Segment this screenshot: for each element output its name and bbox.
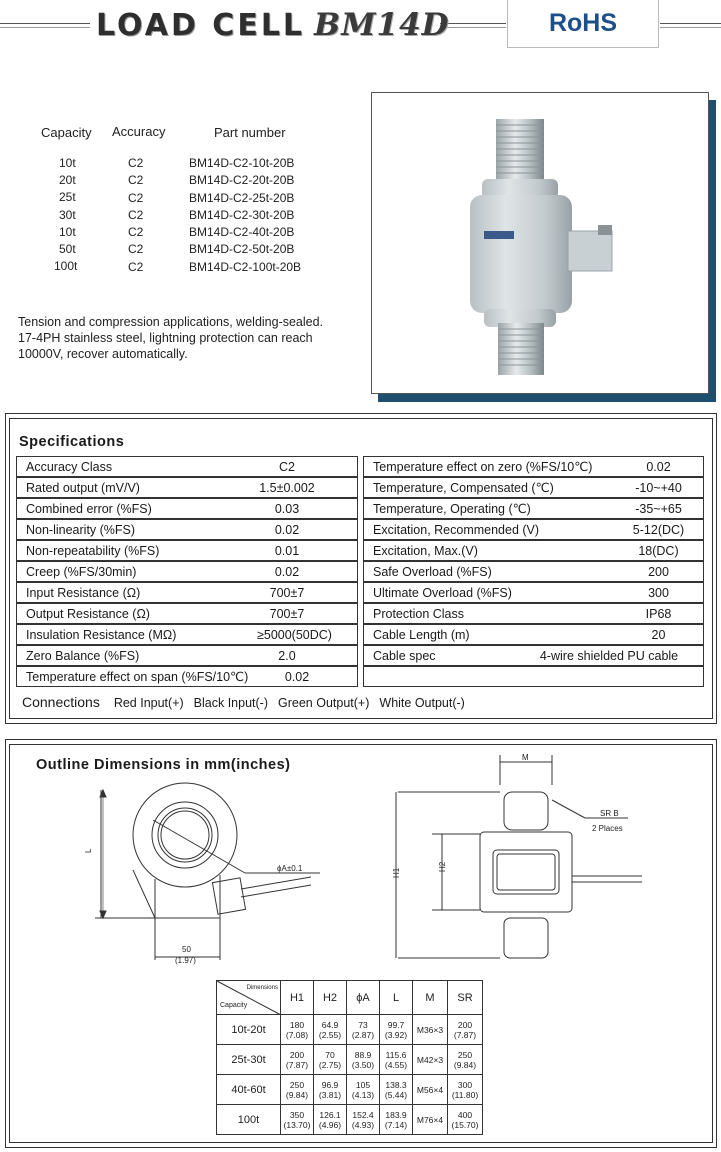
spec-row: [363, 498, 704, 519]
product-photo-frame: [371, 92, 709, 394]
part-accuracy: C2: [128, 191, 144, 205]
dim-in: (7.14): [384, 1119, 408, 1130]
spec-value: 18(DC): [638, 543, 679, 558]
part-capacity: 20t: [59, 173, 76, 187]
corner-bottom-label: Capacity: [220, 1002, 248, 1009]
dim-in: (5.44): [384, 1089, 408, 1100]
dim-L-label: L: [84, 848, 93, 853]
dimension-cell: [347, 1015, 380, 1045]
spec-row: [16, 582, 358, 603]
spec-label: Excitation, Max.(V): [373, 543, 478, 558]
dimension-cell: [281, 1105, 314, 1135]
spec-row: [363, 624, 704, 645]
dimension-cell: [380, 1045, 413, 1075]
dim-mm: 250: [289, 1079, 305, 1090]
dimension-capacity: 40t-60t: [217, 1075, 281, 1105]
connections-row: [22, 694, 475, 710]
dimension-col-header: L: [380, 981, 413, 1015]
specs-title: Specifications: [19, 434, 125, 450]
spec-label: Insulation Resistance (MΩ): [26, 627, 177, 642]
dim-mm: 180: [289, 1019, 305, 1030]
dimension-row: [217, 1045, 483, 1075]
spec-label: Temperature effect on zero (%FS/10℃): [373, 460, 593, 474]
dimension-row: [217, 1015, 483, 1045]
spec-label: Rated output (mV/V): [26, 480, 140, 495]
spec-label: Creep (%FS/30min): [26, 564, 137, 579]
spec-label: Safe Overload (%FS): [373, 564, 492, 579]
spec-row: [16, 666, 358, 687]
spec-value: ≥5000(50DC): [257, 627, 332, 642]
spec-row: [363, 519, 704, 540]
dimension-cell: [413, 1045, 448, 1075]
connection-item: Black Input(-): [193, 696, 269, 710]
dim-in: (13.70): [283, 1119, 311, 1130]
spec-row: [16, 498, 358, 519]
spec-value: C2: [279, 459, 295, 474]
spec-row-empty: [363, 666, 704, 687]
dimension-row: [217, 1105, 483, 1135]
dimension-table: [216, 980, 483, 1135]
spec-value: 5-12(DC): [632, 522, 685, 537]
dimension-cell: [281, 1045, 314, 1075]
dimension-col-header: SR: [448, 981, 483, 1015]
spec-row: [363, 561, 704, 582]
header-stripe-right-2: [660, 27, 721, 28]
dim-mm: 99.7: [387, 1019, 405, 1030]
part-number: BM14D-C2-40t-20B: [189, 225, 295, 239]
spec-row: [16, 456, 358, 477]
col-header-capacity: Capacity: [41, 125, 92, 140]
dimension-capacity: 10t-20t: [217, 1015, 281, 1045]
dim-mm: 73: [358, 1019, 368, 1030]
dim-srb-label: SR B: [600, 809, 619, 818]
spec-row: [363, 540, 704, 561]
part-capacity: 25t: [59, 190, 76, 204]
part-accuracy: C2: [128, 242, 144, 256]
part-capacity: 100t: [54, 259, 78, 273]
dim-in: (7.87): [285, 1059, 309, 1070]
part-accuracy: C2: [128, 173, 144, 187]
dim-in: (4.13): [351, 1089, 375, 1100]
dim-in: (7.87): [453, 1029, 477, 1040]
dim-in: (2.87): [351, 1029, 375, 1040]
dim-in: (4.55): [384, 1059, 408, 1070]
part-accuracy: C2: [128, 208, 144, 222]
spec-label: Non-linearity (%FS): [26, 522, 136, 537]
spec-label: Output Resistance (Ω): [26, 606, 150, 621]
rohs-badge: [507, 0, 659, 48]
dimension-cell: [448, 1015, 483, 1045]
spec-row: [363, 603, 704, 624]
dim-thread: M42×3: [416, 1054, 444, 1065]
dim-mm: 88.9: [354, 1049, 372, 1060]
dim-in: (2.55): [318, 1029, 342, 1040]
spec-label: Temperature effect on span (%FS/10℃): [26, 670, 249, 684]
dimension-cell: [347, 1105, 380, 1135]
dimension-cell: [448, 1105, 483, 1135]
dim-places-label: 2 Places: [592, 824, 623, 833]
dimension-capacity: 25t-30t: [217, 1045, 281, 1075]
dim-in: (9.84): [453, 1059, 477, 1070]
dim-mm: 350: [289, 1109, 305, 1120]
part-accuracy: C2: [128, 225, 144, 239]
part-number: BM14D-C2-50t-20B: [189, 242, 295, 256]
dim-in: (7.08): [285, 1029, 309, 1040]
outline-title: Outline Dimensions in mm(inches): [36, 757, 291, 773]
dimension-cell: [347, 1045, 380, 1075]
dim-in: (2.75): [318, 1059, 342, 1070]
part-number: BM14D-C2-25t-20B: [189, 191, 295, 205]
dimension-cell: [281, 1015, 314, 1045]
spec-value: 20: [651, 627, 666, 642]
dim-in: (4.93): [351, 1119, 375, 1130]
spec-row: [16, 519, 358, 540]
header-stripe-left-2: [0, 27, 90, 28]
dim-mm: 64.9: [321, 1019, 339, 1030]
dimension-cell: [380, 1075, 413, 1105]
spec-value: 200: [648, 564, 669, 579]
product-description: [18, 314, 363, 362]
dim-mm: 200: [289, 1049, 305, 1060]
part-capacity: 30t: [59, 208, 76, 222]
dim-M-label: M: [522, 753, 529, 762]
spec-value: 0.03: [274, 501, 300, 516]
dim-H1-label: H1: [392, 867, 401, 878]
dimension-cell: [448, 1045, 483, 1075]
dim-in: (15.70): [451, 1119, 479, 1130]
spec-row: [16, 645, 358, 666]
connection-item: White Output(-): [379, 696, 465, 710]
part-accuracy: C2: [128, 260, 144, 274]
dim-in: (11.80): [451, 1089, 479, 1100]
dimension-cell: [413, 1015, 448, 1045]
rohs-label: RoHS: [548, 8, 618, 37]
dimension-col-header: H2: [314, 981, 347, 1015]
connection-item: Red Input(+): [113, 696, 184, 710]
dim-thread: M36×3: [416, 1024, 444, 1035]
dim-in: (3.81): [318, 1089, 342, 1100]
dimension-row: [217, 1075, 483, 1105]
spec-row: [16, 624, 358, 645]
dim-mm: 138.3: [385, 1079, 407, 1090]
dimension-col-header: H1: [281, 981, 314, 1015]
spec-row: [16, 477, 358, 498]
dim-mm: 183.9: [385, 1109, 407, 1120]
dimension-cell: [413, 1075, 448, 1105]
part-capacity: 50t: [59, 242, 76, 256]
connections-label: Connections: [22, 694, 100, 710]
spec-row: [363, 456, 704, 477]
dimension-cell: [314, 1075, 347, 1105]
dimension-col-header: M: [413, 981, 448, 1015]
spec-label: Cable Length (m): [373, 627, 470, 642]
spec-value: 4-wire shielded PU cable: [539, 648, 679, 663]
dim-mm: 70: [325, 1049, 335, 1060]
header-stripe-right: [660, 23, 721, 24]
spec-label: Temperature, Operating (℃): [373, 502, 531, 516]
spec-value: 0.02: [284, 669, 310, 684]
spec-label: Combined error (%FS): [26, 501, 152, 516]
dimension-cell: [314, 1105, 347, 1135]
spec-row: [363, 477, 704, 498]
spec-value: 0.02: [274, 564, 300, 579]
dim-thread: M76×4: [416, 1114, 444, 1125]
dimension-cell: [380, 1015, 413, 1045]
header-stripe-left: [0, 23, 90, 24]
spec-value: 0.02: [274, 522, 300, 537]
spec-label: Accuracy Class: [26, 459, 113, 474]
spec-label: Non-repeatability (%FS): [26, 543, 160, 558]
load-cell-photo: [372, 93, 708, 393]
spec-row: [363, 582, 704, 603]
spec-value: 0.01: [274, 543, 300, 558]
spec-row: [16, 603, 358, 624]
dimension-cell: [281, 1075, 314, 1105]
dim-mm: 126.1: [319, 1109, 341, 1120]
spec-row: [363, 645, 704, 666]
spec-label: Cable spec: [373, 648, 436, 663]
spec-value: 300: [648, 585, 669, 600]
dim-mm: 115.6: [385, 1049, 407, 1060]
spec-value: 0.02: [646, 459, 671, 474]
dimension-header-row: [217, 981, 483, 1015]
spec-value: 1.5±0.002: [259, 480, 315, 495]
dim-50in-label: (1.97): [175, 956, 196, 965]
dim-in: (3.50): [351, 1059, 375, 1070]
spec-label: Excitation, Recommended (V): [373, 522, 540, 537]
dim-in: (9.84): [285, 1089, 309, 1100]
description-line: 17-4PH stainless steel, lightning protection can reach: [18, 331, 313, 345]
col-header-part-number: Part number: [214, 125, 286, 140]
dim-50-label: 50: [182, 945, 191, 954]
dimension-capacity: 100t: [217, 1105, 281, 1135]
spec-value: 2.0: [278, 648, 296, 663]
dim-mm: 96.9: [321, 1079, 339, 1090]
dim-mm: 200: [457, 1019, 473, 1030]
dimension-col-header: ϕA: [347, 981, 380, 1015]
spec-label: Input Resistance (Ω): [26, 585, 141, 600]
top-view-drawing: [84, 785, 355, 975]
corner-top-label: Dimensions: [246, 985, 278, 991]
spec-row: [16, 561, 358, 582]
connection-item: Green Output(+): [278, 696, 370, 710]
spec-value: IP68: [645, 606, 672, 621]
dimension-cell: [380, 1105, 413, 1135]
dimension-cell: [347, 1075, 380, 1105]
spec-value: -35~+65: [635, 501, 682, 516]
spec-value: 700±7: [269, 585, 305, 600]
spec-value: 700±7: [269, 606, 305, 621]
part-capacity: 10t: [59, 225, 76, 239]
part-capacity: 10t: [59, 156, 76, 170]
dim-in: (3.92): [384, 1029, 408, 1040]
dimension-cell: [413, 1105, 448, 1135]
part-number: BM14D-C2-20t-20B: [189, 173, 295, 187]
dim-phiA-label: ϕA±0.1: [277, 864, 303, 873]
dim-mm: 152.4: [352, 1109, 374, 1120]
part-number: BM14D-C2-10t-20B: [189, 156, 295, 170]
part-accuracy: C2: [128, 156, 144, 170]
spec-value: -10~+40: [635, 480, 682, 495]
side-view-drawing: [380, 750, 660, 975]
dimension-cell: [314, 1045, 347, 1075]
col-header-accuracy: Accuracy: [112, 124, 166, 139]
dim-in: (4.96): [318, 1119, 342, 1130]
product-title: LOAD CELL: [96, 8, 306, 43]
dim-mm: 400: [457, 1109, 473, 1120]
description-line: 10000V, recover automatically.: [18, 347, 188, 361]
dimension-cell: [448, 1075, 483, 1105]
product-model: BM14D: [314, 7, 450, 43]
part-number: BM14D-C2-30t-20B: [189, 208, 295, 222]
dim-mm: 300: [457, 1079, 473, 1090]
dimension-cell: [314, 1015, 347, 1045]
dim-H2-label: H2: [438, 861, 447, 872]
spec-label: Temperature, Compensated (℃): [373, 481, 554, 495]
spec-label: Protection Class: [373, 606, 465, 621]
spec-row: [16, 540, 358, 561]
description-line: Tension and compression applications, welding-sealed.: [18, 315, 324, 329]
dim-mm: 105: [355, 1079, 371, 1090]
spec-label: Ultimate Overload (%FS): [373, 585, 512, 600]
dim-mm: 250: [457, 1049, 473, 1060]
dimension-corner-cell: [217, 981, 281, 1015]
spec-label: Zero Balance (%FS): [26, 648, 140, 663]
dim-thread: M56×4: [416, 1084, 444, 1095]
part-number: BM14D-C2-100t-20B: [189, 260, 302, 274]
